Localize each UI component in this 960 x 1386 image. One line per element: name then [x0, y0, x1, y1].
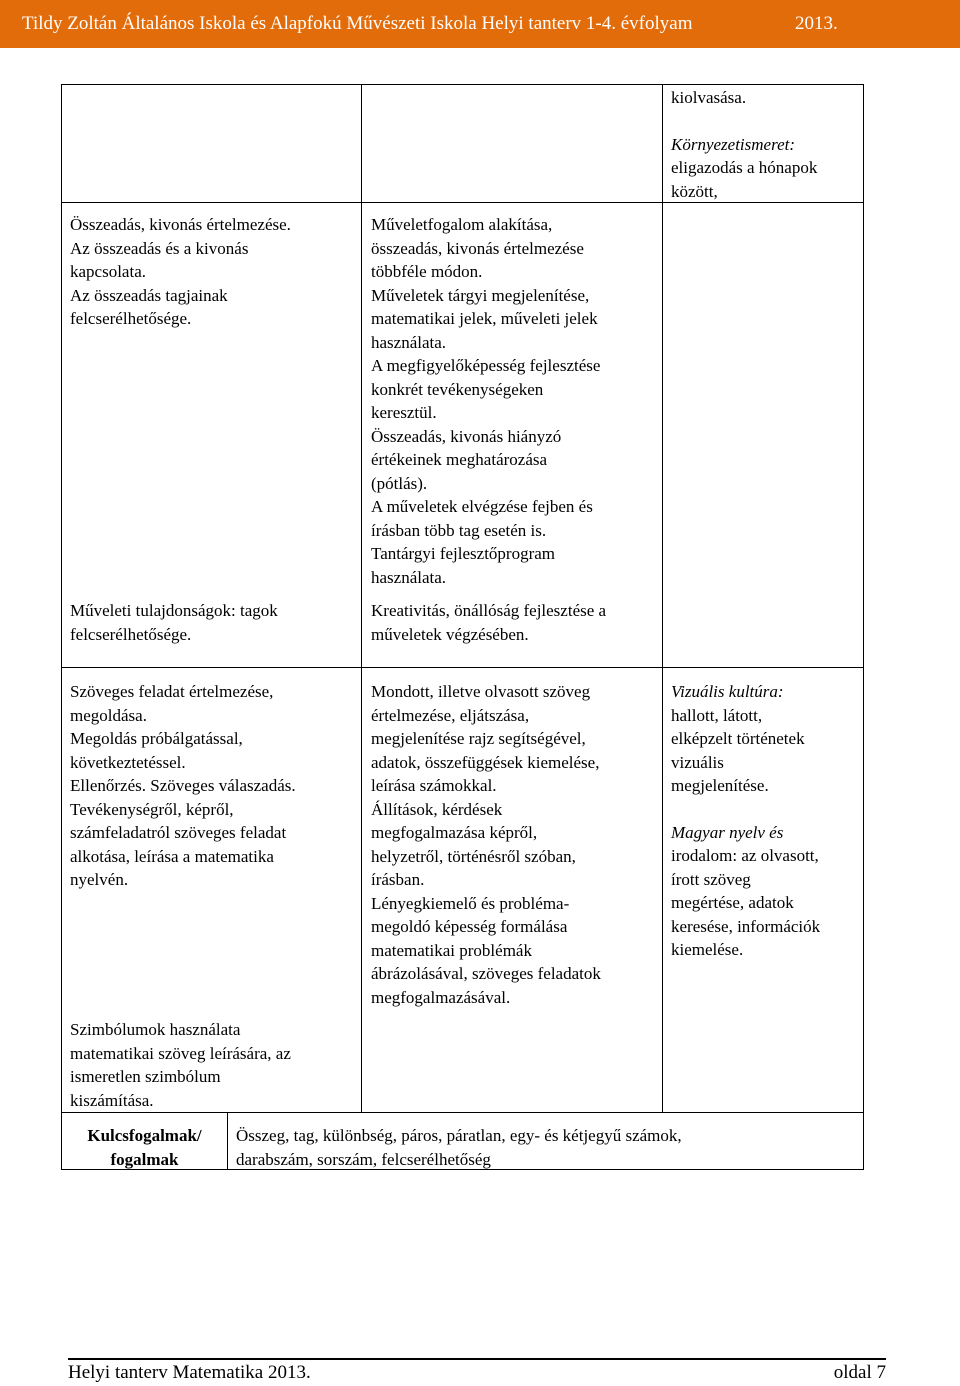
text-line: Műveletfogalom alakítása, — [371, 215, 553, 234]
text-line: kiszámítása. — [70, 1090, 154, 1110]
text-line: alkotása, leírása a matematika — [70, 846, 274, 866]
text-line: megoldása. — [70, 705, 147, 725]
text-line: következtetéssel. — [70, 752, 186, 772]
text-line: Összeadás, kivonás hiányzó — [371, 426, 562, 446]
text-line: fogalmak — [110, 1149, 179, 1169]
text-line: kiolvasása. — [671, 88, 747, 107]
text-line: elképzelt történetek — [671, 729, 805, 748]
text-line: használata. — [371, 567, 447, 587]
table-border-left — [61, 84, 62, 1170]
text-line: között, — [671, 181, 718, 201]
text-line: értékeinek meghatározása — [371, 450, 548, 469]
text-line: Ellenőrzés. Szöveges válaszadás. — [70, 776, 296, 795]
row3-col2-activities — [371, 680, 659, 1009]
text-line: megjelenítése rajz segítségével, — [371, 729, 586, 748]
row1-col3 — [671, 86, 861, 203]
row2-col1-topic — [70, 213, 358, 331]
text-line: Mondott, illetve olvasott szöveg — [371, 682, 591, 701]
text-line: Tevékenységről, képről, — [70, 799, 234, 819]
text-line: Összeadás, kivonás értelmezése. — [70, 215, 291, 234]
table-border-top — [61, 84, 864, 85]
footer-document-title: Helyi tanterv Matematika 2013. — [68, 1362, 311, 1383]
text-line: nyelvén. — [70, 870, 129, 889]
row2-col2-creativity — [371, 599, 659, 646]
row2-col2-activities — [371, 213, 659, 589]
row2-col1-properties — [70, 599, 358, 646]
row3-col1-symbols — [70, 1018, 358, 1112]
text-line: megjelenítése. — [671, 776, 769, 795]
table-border-col-key — [227, 1112, 228, 1170]
text-line: Műveletek tárgyi megjelenítése, — [371, 285, 590, 305]
text-line: Lényegkiemelő és probléma- — [371, 893, 570, 913]
text-line: ábrázolásával, szöveges feladatok — [371, 964, 601, 983]
text-line: A megfigyelőképesség fejlesztése — [371, 356, 601, 375]
text-line: felcserélhetősége. — [70, 624, 192, 644]
text-line: ismeretlen szimbólum — [70, 1067, 221, 1086]
subject-label: Vizuális kultúra: — [671, 682, 784, 701]
text-line: megfogalmazása képről, — [371, 823, 538, 842]
text-line: Az összeadás és a kivonás — [70, 238, 249, 258]
text-line: felcserélhetősége. — [70, 309, 192, 328]
page-footer — [68, 1362, 886, 1384]
header-year: 2013. — [795, 13, 838, 34]
page-number: oldal 7 — [833, 1362, 886, 1383]
text-line: írásban. — [371, 870, 425, 889]
table-border-col2 — [662, 84, 663, 1113]
text-line: használata. — [371, 332, 447, 352]
text-line: Tantárgyi fejlesztőprogram — [371, 544, 556, 563]
subject-label: Magyar nyelv és — [671, 822, 784, 842]
text-line: matematikai jelek, műveleti jelek — [371, 309, 598, 328]
text-line: Szimbólumok használata — [70, 1020, 241, 1039]
table-border-row3 — [61, 1112, 864, 1113]
text-line: (pótlás). — [371, 473, 428, 493]
table-border-row2 — [61, 667, 864, 668]
text-line: keresése, információk — [671, 916, 821, 936]
text-line: A műveletek elvégzése fejben és — [371, 497, 593, 516]
text-line: műveletek végzésében. — [371, 624, 529, 644]
text-line: leírása számokkal. — [371, 776, 497, 795]
row3-col3-connections — [671, 680, 861, 962]
text-line: hallott, látott, — [671, 705, 763, 725]
table-border-col1 — [361, 84, 362, 1113]
text-line: Szöveges feladat értelmezése, — [70, 682, 274, 701]
text-line: kapcsolata. — [70, 262, 146, 281]
header-title: Tildy Zoltán Általános Iskola és Alapfokú Művészeti Iskola Helyi tanterv 1-4. évfolyam — [22, 13, 693, 34]
subject-label: Környezetismeret: — [671, 134, 796, 154]
text-line: eligazodás a hónapok — [671, 158, 818, 177]
text-line: darabszám, sorszám, felcserélhetőség — [236, 1149, 491, 1169]
text-line: írott szöveg — [671, 869, 751, 889]
text-line: konkrét tevékenységeken — [371, 379, 544, 399]
text-line: írásban több tag esetén is. — [371, 520, 547, 540]
text-line: helyzetről, történésről szóban, — [371, 846, 576, 866]
text-line: kiemelése. — [671, 940, 744, 959]
table-border-right — [863, 84, 864, 1170]
text-line: Kulcsfogalmak/ — [87, 1126, 202, 1145]
text-line: matematikai szöveg leírására, az — [70, 1043, 291, 1063]
text-line: Az összeadás tagjainak — [70, 285, 228, 305]
key-concepts-content — [236, 1124, 860, 1171]
text-line: Kreativitás, önállóság fejlesztése a — [371, 601, 607, 620]
text-line: Megoldás próbálgatással, — [70, 729, 243, 748]
text-line: megértése, adatok — [671, 893, 794, 912]
text-line: számfeladatról szöveges feladat — [70, 823, 287, 842]
text-line: irodalom: az olvasott, — [671, 846, 819, 865]
text-line: Összeg, tag, különbség, páros, páratlan, egy- és kétjegyű számok, — [236, 1126, 682, 1145]
text-line: megoldó képesség formálása — [371, 917, 568, 936]
key-concepts-label — [62, 1124, 227, 1171]
text-line: összeadás, kivonás értelmezése — [371, 238, 584, 258]
row3-col1-word-problems — [70, 680, 358, 892]
text-line: adatok, összefüggések kiemelése, — [371, 752, 600, 772]
text-line: Műveleti tulajdonságok: tagok — [70, 601, 278, 620]
text-line: vizuális — [671, 752, 724, 772]
footer-rule — [68, 1358, 886, 1360]
text-line: matematikai problémák — [371, 940, 532, 960]
page-header — [0, 0, 960, 48]
text-line: megfogalmazásával. — [371, 987, 511, 1007]
text-line: értelmezése, eljátszása, — [371, 705, 530, 725]
text-line: Állítások, kérdések — [371, 799, 503, 819]
text-line: többféle módon. — [371, 262, 483, 281]
text-line: keresztül. — [371, 403, 437, 422]
